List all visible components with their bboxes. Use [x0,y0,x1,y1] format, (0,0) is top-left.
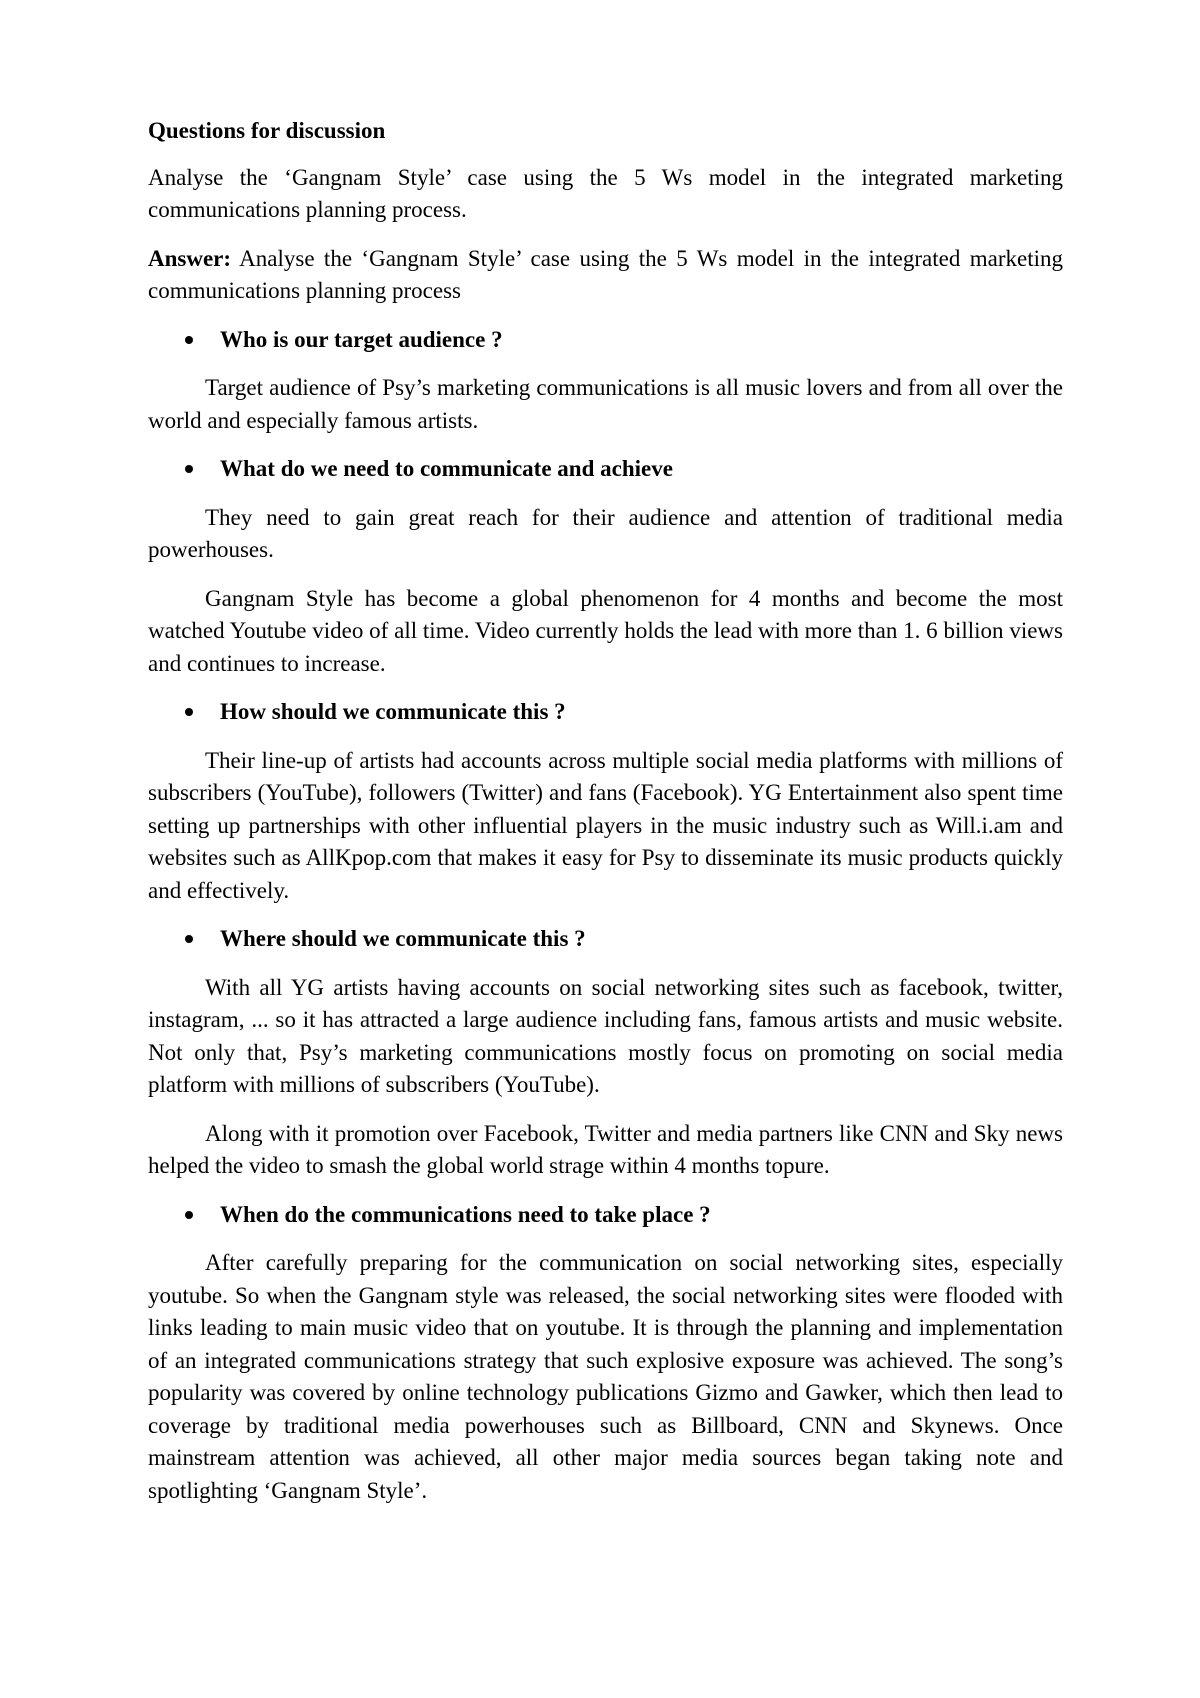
answer-text: Analyse the ‘Gangnam Style’ case using the 5 Ws model in the integrated marketing communications planning process [148,245,1063,303]
what-paragraph-2: Gangnam Style has become a global phenomenon for 4 months and become the most watched Youtube video of all time. Video currently holds the lead with more than 1. 6 billion views and continues to increase. [148,585,1063,676]
bullet-where [148,923,1063,956]
answer-paragraph [148,243,1063,308]
bullet-how-title: How should we communicate this ? [220,699,566,724]
what-paragraph-1: They need to gain great reach for their audience and attention of traditional media powerhouses. [148,504,1063,562]
where-paragraph-2: Along with it promotion over Facebook, Twitter and media partners like CNN and Sky news helped the video to smash the global world strage within 4 months topure. [148,1120,1063,1178]
where-paragraph-1: With all YG artists having accounts on social networking sites such as facebook, twitter, instagram, ... so it has attracted a large audience including fans, famous artists and music website. Not only that, Psy’s marketing communications mostly focus on promoting on social media platform with millions of subscribers (YouTube). [148,974,1063,1097]
who-paragraph-1: Target audience of Psy’s marketing communications is all music lovers and from all over the world and especially famous artists. [148,375,1063,433]
when-paragraph-1: After carefully preparing for the communication on social networking sites, especially youtube. So when the Gangnam style was released, the social networking sites were flooded with links leading to main music video that on youtube. It is through the planning and implementation of an integrated communications strategy that such explosive exposure was achieved. The song’s popularity was covered by online technology publications Gizmo and Gawker, which then lead to coverage by traditional media powerhouses such as Billboard, CNN and Skynews. Once mainstream attention was achieved, all other major media sources began taking note and spotlighting ‘Gangnam Style’. [148,1250,1063,1503]
bullet-when [148,1199,1063,1232]
bullet-dot-icon [185,1211,193,1219]
bullet-dot-icon [185,336,193,344]
bullet-dot-icon [185,465,193,473]
bullet-dot-icon [185,708,193,716]
bullet-who [148,324,1063,357]
how-paragraph-1: Their line-up of artists had accounts across multiple social media platforms with millions of subscribers (YouTube), followers (Twitter) and fans (Facebook). YG Entertainment also spent time setting up partnerships with other influential players in the music industry such as Will.i.am and websites such as AllKpop.com that makes it easy for Psy to disseminate its music products quickly and effectively. [148,747,1063,903]
bullet-what [148,453,1063,486]
bullet-dot-icon [185,935,193,943]
bullet-where-title: Where should we communicate this ? [220,926,586,951]
bullet-what-title: What do we need to communicate and achieve [220,456,673,481]
bullet-who-title: Who is our target audience ? [220,326,503,352]
discussion-question: Analyse the ‘Gangnam Style’ case using the 5 Ws model in the integrated marketing communications planning process. [148,164,1063,222]
bullet-how [148,696,1063,729]
section-heading: Questions for discussion [148,118,386,143]
document-content [148,115,1063,1523]
answer-label: Answer: [148,245,232,271]
bullet-when-title: When do the communications need to take place ? [220,1201,711,1227]
